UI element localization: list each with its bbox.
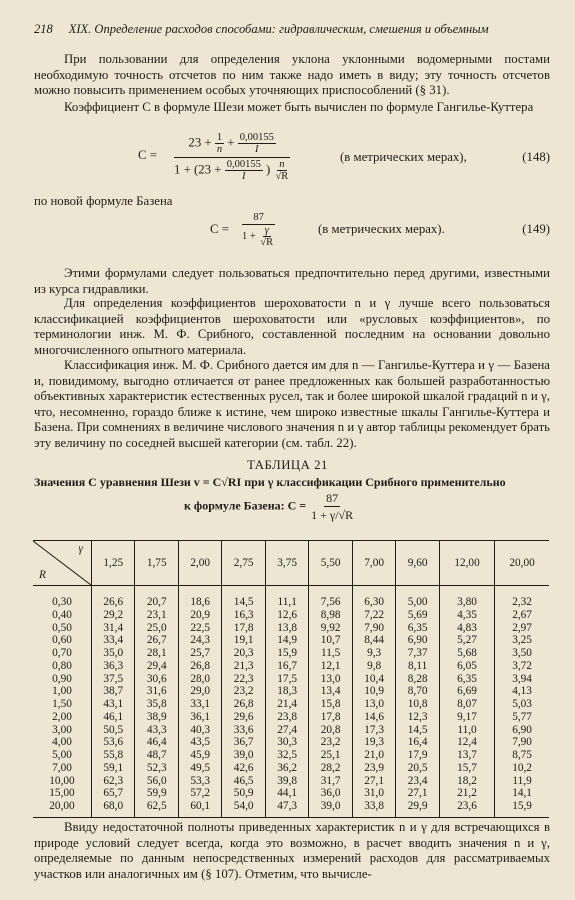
value-cell: 14,6 <box>352 711 395 724</box>
radius-cell: 5,00 <box>52 749 72 761</box>
value-cell: 15,8 <box>309 698 352 711</box>
value-cell: 59,9 <box>135 787 178 800</box>
value-cell: 55,8 <box>92 749 135 762</box>
gamma-header: 2,00 <box>178 541 221 586</box>
value-cell: 29,2 <box>92 609 135 622</box>
value-cell: 25,1 <box>309 749 352 762</box>
value-cell: 7,90 <box>352 622 395 635</box>
value-cell: 47,3 <box>265 800 308 817</box>
paragraph-1: При пользовании для определения уклона уклонными водомерными постами необходимую точность отсчетов по ним также надо иметь в виду; эту точность отсчетов можно повысить применением особых уточняющих приспособлений (§ 31). <box>34 52 550 98</box>
paragraph-3: по новой формуле Базена <box>34 194 173 208</box>
table-row <box>33 736 549 749</box>
radius-cell: 1,00 <box>52 685 72 698</box>
table-row <box>33 698 549 711</box>
value-cell: 5,00 <box>396 596 439 609</box>
value-cell: 17,9 <box>396 749 439 762</box>
value-cell: 28,2 <box>309 762 352 775</box>
value-cell: 8,98 <box>309 609 352 622</box>
value-cell: 26,6 <box>92 596 135 609</box>
value-cell: 4,35 <box>439 609 494 622</box>
value-cell: 10,9 <box>352 685 395 698</box>
value-cell: 13,4 <box>309 685 352 698</box>
value-cell: 11,0 <box>439 724 494 737</box>
value-cell: 17,3 <box>352 724 395 737</box>
page-number: 218 <box>34 22 53 36</box>
value-cell: 36,3 <box>92 660 135 673</box>
gamma-header: 9,60 <box>396 541 439 586</box>
equation-number-149: (149) <box>522 222 550 236</box>
running-header <box>34 22 554 37</box>
table-row <box>33 724 549 737</box>
value-cell: 14,5 <box>222 596 265 609</box>
radius-cell: 20,00 <box>33 800 92 817</box>
value-cell: 8,70 <box>396 685 439 698</box>
value-cell: 39,0 <box>222 749 265 762</box>
value-cell: 14,1 <box>495 787 549 800</box>
value-cell: 31,7 <box>309 775 352 788</box>
value-cell: 5,68 <box>439 647 494 660</box>
value-cell: 5,27 <box>439 634 494 647</box>
value-cell: 6,30 <box>352 596 395 609</box>
value-cell: 35,0 <box>92 647 135 660</box>
value-cell: 43,1 <box>92 698 135 711</box>
value-cell: 20,3 <box>222 647 265 660</box>
value-cell: 48,7 <box>135 749 178 762</box>
value-cell: 38,7 <box>92 685 135 698</box>
value-cell: 11,1 <box>265 596 308 609</box>
value-cell: 21,4 <box>265 698 308 711</box>
value-cell: 53,6 <box>92 736 135 749</box>
value-cell: 23,4 <box>396 775 439 788</box>
formula-149: C = 87 1 + $\frac{\gamma}{√R}$ (в метрических мерах). (149) <box>210 212 550 248</box>
gamma-header: 1,75 <box>135 541 178 586</box>
value-cell: 28,0 <box>178 673 221 686</box>
value-cell: 27,1 <box>396 787 439 800</box>
value-cell: 6,05 <box>439 660 494 673</box>
value-cell: 6,69 <box>439 685 494 698</box>
value-cell: 16,4 <box>396 736 439 749</box>
radius-cell: 10,00 <box>49 774 75 787</box>
value-cell: 12,4 <box>439 736 494 749</box>
value-cell: 11,9 <box>495 775 549 788</box>
value-cell: 29,9 <box>396 800 439 817</box>
value-cell: 8,07 <box>439 698 494 711</box>
radius-cell: 0,60 <box>52 634 72 647</box>
value-cell: 6,90 <box>495 724 549 737</box>
value-cell: 2,97 <box>495 622 549 635</box>
value-cell: 7,37 <box>396 647 439 660</box>
value-cell: 20,9 <box>178 609 221 622</box>
value-cell: 33,4 <box>92 634 135 647</box>
value-cell: 5,77 <box>495 711 549 724</box>
value-cell: 13,0 <box>352 698 395 711</box>
value-cell: 26,8 <box>178 660 221 673</box>
value-cell: 18,2 <box>439 775 494 788</box>
paragraph-5: Для определения коэффициентов шероховатости n и γ лучше всего пользоваться классификацией коэффициентов шероховатости или «русловых коэффициентов», по терминологии инж. М. Ф. Срибного, составленной последним на основании довольно многочисленного опытного материала. <box>34 296 550 357</box>
value-cell: 6,35 <box>439 673 494 686</box>
value-cell: 13,0 <box>309 673 352 686</box>
table-row <box>33 685 549 698</box>
table-row <box>33 622 549 635</box>
value-cell: 8,11 <box>396 660 439 673</box>
value-cell: 11,5 <box>309 647 352 660</box>
table-title: ТАБЛИЦА 21 <box>247 458 328 472</box>
table-body <box>33 586 549 818</box>
value-cell: 46,5 <box>222 775 265 788</box>
radius-cell: 15,00 <box>49 787 75 800</box>
value-cell: 60,1 <box>178 800 221 817</box>
value-cell: 20,5 <box>396 762 439 775</box>
value-cell: 16,7 <box>265 660 308 673</box>
table-row <box>33 800 549 817</box>
value-cell: 20,7 <box>135 596 178 609</box>
radius-cell: 1,50 <box>52 698 72 710</box>
value-cell: 4,83 <box>439 622 494 635</box>
gamma-header: 12,00 <box>439 541 494 586</box>
value-cell: 6,90 <box>396 634 439 647</box>
value-cell: 44,1 <box>265 787 308 800</box>
value-cell: 3,50 <box>495 647 549 660</box>
value-cell: 23,8 <box>265 711 308 724</box>
value-cell: 10,8 <box>396 698 439 711</box>
value-cell: 31,0 <box>352 787 395 800</box>
radius-cell: 7,00 <box>52 761 72 774</box>
value-cell: 2,67 <box>495 609 549 622</box>
value-cell: 29,4 <box>135 660 178 673</box>
gamma-header: 7,00 <box>352 541 395 586</box>
value-cell: 17,8 <box>222 622 265 635</box>
table-caption: Значения C уравнения Шези v = C√RI при γ классификации Срибного применительно к формуле Базена: C = $\frac{87}{1 + \gamma/√R}$ <box>34 475 506 522</box>
table-row <box>33 711 549 724</box>
value-cell: 7,56 <box>309 596 352 609</box>
radius-cell: 0,80 <box>52 659 72 672</box>
value-cell: 5,69 <box>396 609 439 622</box>
value-cell: 46,1 <box>92 711 135 724</box>
gamma-header: 1,25 <box>92 541 135 586</box>
value-cell: 27,4 <box>265 724 308 737</box>
value-cell: 39,0 <box>309 800 352 817</box>
value-cell: 36,1 <box>178 711 221 724</box>
value-cell: 17,8 <box>309 711 352 724</box>
radius-cell: 3,00 <box>52 723 72 736</box>
corner-cell: γ R <box>33 541 92 586</box>
value-cell: 56,0 <box>135 775 178 788</box>
table-row <box>33 609 549 622</box>
value-cell: 15,9 <box>495 800 549 817</box>
radius-cell: 4,00 <box>52 736 72 749</box>
value-cell: 2,32 <box>495 596 549 609</box>
radius-cell: 0,70 <box>52 647 72 659</box>
value-cell: 30,6 <box>135 673 178 686</box>
radius-cell: 0,30 <box>52 596 72 608</box>
table-row <box>33 660 549 673</box>
value-cell: 9,92 <box>309 622 352 635</box>
value-cell: 22,5 <box>178 622 221 635</box>
value-cell: 21,3 <box>222 660 265 673</box>
value-cell: 26,7 <box>135 634 178 647</box>
gamma-header: 3,75 <box>265 541 308 586</box>
value-cell: 16,3 <box>222 609 265 622</box>
value-cell: 4,13 <box>495 685 549 698</box>
value-cell: 50,9 <box>222 787 265 800</box>
value-cell: 68,0 <box>92 800 135 817</box>
value-cell: 3,25 <box>495 634 549 647</box>
value-cell: 33,6 <box>222 724 265 737</box>
value-cell: 27,1 <box>352 775 395 788</box>
value-cell: 15,9 <box>265 647 308 660</box>
value-cell: 3,80 <box>439 596 494 609</box>
value-cell: 36,2 <box>265 762 308 775</box>
value-cell: 18,3 <box>265 685 308 698</box>
value-cell: 50,5 <box>92 724 135 737</box>
value-cell: 17,5 <box>265 673 308 686</box>
value-cell: 14,9 <box>265 634 308 647</box>
value-cell: 24,3 <box>178 634 221 647</box>
value-cell: 10,2 <box>495 762 549 775</box>
value-cell: 49,5 <box>178 762 221 775</box>
value-cell: 28,1 <box>135 647 178 660</box>
coefficient-table <box>33 540 549 818</box>
value-cell: 62,3 <box>92 775 135 788</box>
value-cell: 8,44 <box>352 634 395 647</box>
paragraph-2: Коэффициент C в формуле Шези может быть вычислен по формуле Гангилье-Куттера <box>64 100 534 114</box>
value-cell: 42,6 <box>222 762 265 775</box>
value-cell: 21,0 <box>352 749 395 762</box>
value-cell: 20,8 <box>309 724 352 737</box>
value-cell: 54,0 <box>222 800 265 817</box>
table-row <box>33 749 549 762</box>
value-cell: 18,6 <box>178 596 221 609</box>
paragraph-7: Ввиду недостаточной полноты приведенных характеристик n и γ для встречающихся в природе условий следует всегда, когда это возможно, в расчет вводить значения n и γ, определяемые по данным непосредственных измерений расходов для рассматриваемых участков или аналогичных им (§ 107). Отметим, что вычисле- <box>34 820 550 881</box>
value-cell: 12,3 <box>396 711 439 724</box>
value-cell: 40,3 <box>178 724 221 737</box>
value-cell: 5,03 <box>495 698 549 711</box>
value-cell: 59,1 <box>92 762 135 775</box>
paragraph-4: Этими формулами следует пользоваться предпочтительно перед другими, известными из курса гидравлики. <box>34 266 550 296</box>
value-cell: 29,0 <box>178 685 221 698</box>
value-cell: 15,7 <box>439 762 494 775</box>
value-cell: 25,7 <box>178 647 221 660</box>
value-cell: 7,22 <box>352 609 395 622</box>
table-row <box>33 647 549 660</box>
value-cell: 45,9 <box>178 749 221 762</box>
formula-148: C = 23 + $\frac{1}{n}$ + $\frac{0,00155}{I}$ 1 + (23 + $\frac{0,00155}{I}$ ) $\frac{n}{√R}$ (в метрических мерах), (148) <box>138 132 550 182</box>
value-cell: 9,8 <box>352 660 395 673</box>
value-cell: 9,17 <box>439 711 494 724</box>
value-cell: 9,3 <box>352 647 395 660</box>
value-cell: 10,7 <box>309 634 352 647</box>
value-cell: 6,35 <box>396 622 439 635</box>
value-cell: 13,7 <box>439 749 494 762</box>
radius-cell: 2,00 <box>52 710 72 723</box>
value-cell: 65,7 <box>92 787 135 800</box>
value-cell: 8,75 <box>495 749 549 762</box>
equation-number-148: (148) <box>522 150 550 164</box>
gamma-header: 5,50 <box>309 541 352 586</box>
value-cell: 23,9 <box>352 762 395 775</box>
table-row <box>33 634 549 647</box>
table-row <box>33 762 549 775</box>
value-cell: 25,0 <box>135 622 178 635</box>
value-cell: 33,1 <box>178 698 221 711</box>
running-title: XIX. Определение расходов способами: гидравлическим, смешения и объемным <box>68 22 489 36</box>
table-row <box>33 596 549 609</box>
value-cell: 7,90 <box>495 736 549 749</box>
value-cell: 12,6 <box>265 609 308 622</box>
value-cell: 3,94 <box>495 673 549 686</box>
value-cell: 23,2 <box>222 685 265 698</box>
paragraph-6: Классификация инж. М. Ф. Срибного дается им для n — Гангилье-Куттера и γ — Базена и, повидимому, выгодно отличается от ранее предложенных как большей разработанностью объективных характеристик естественных русел, так и более широкой шкалой градаций n и γ, что, несомненно, гораздо ближе к истине, чем широко известные шкалы Гангилье-Куттера и Базена. При сомнениях в величине числового значения n и γ автор таблицы рекомендует брать эту величину по соседней высшей категории (см. табл. 22). <box>34 358 550 450</box>
value-cell: 23,2 <box>309 736 352 749</box>
value-cell: 43,5 <box>178 736 221 749</box>
radius-cell: 0,90 <box>52 672 72 685</box>
value-cell: 31,6 <box>135 685 178 698</box>
value-cell: 43,3 <box>135 724 178 737</box>
value-cell: 62,5 <box>135 800 178 817</box>
value-cell: 12,1 <box>309 660 352 673</box>
table-row <box>33 673 549 686</box>
value-cell: 19,1 <box>222 634 265 647</box>
value-cell: 19,3 <box>352 736 395 749</box>
value-cell: 32,5 <box>265 749 308 762</box>
value-cell: 23,6 <box>439 800 494 817</box>
value-cell: 46,4 <box>135 736 178 749</box>
value-cell: 57,2 <box>178 787 221 800</box>
value-cell: 21,2 <box>439 787 494 800</box>
value-cell: 10,4 <box>352 673 395 686</box>
table-row <box>33 787 549 800</box>
value-cell: 33,8 <box>352 800 395 817</box>
value-cell: 37,5 <box>92 673 135 686</box>
value-cell: 38,9 <box>135 711 178 724</box>
value-cell: 23,1 <box>135 609 178 622</box>
value-cell: 30,3 <box>265 736 308 749</box>
table-header-row <box>33 541 549 586</box>
gamma-header: 20,00 <box>495 541 549 586</box>
radius-cell: 0,40 <box>52 608 72 621</box>
value-cell: 52,3 <box>135 762 178 775</box>
value-cell: 35,8 <box>135 698 178 711</box>
value-cell: 13,8 <box>265 622 308 635</box>
radius-cell: 0,50 <box>52 621 72 634</box>
value-cell: 14,5 <box>396 724 439 737</box>
value-cell: 29,6 <box>222 711 265 724</box>
value-cell: 31,4 <box>92 622 135 635</box>
value-cell: 3,72 <box>495 660 549 673</box>
gamma-header: 2,75 <box>222 541 265 586</box>
value-cell: 36,7 <box>222 736 265 749</box>
value-cell: 22,3 <box>222 673 265 686</box>
value-cell: 8,28 <box>396 673 439 686</box>
value-cell: 36,0 <box>309 787 352 800</box>
table-row <box>33 775 549 788</box>
value-cell: 26,8 <box>222 698 265 711</box>
value-cell: 39,8 <box>265 775 308 788</box>
value-cell: 53,3 <box>178 775 221 788</box>
